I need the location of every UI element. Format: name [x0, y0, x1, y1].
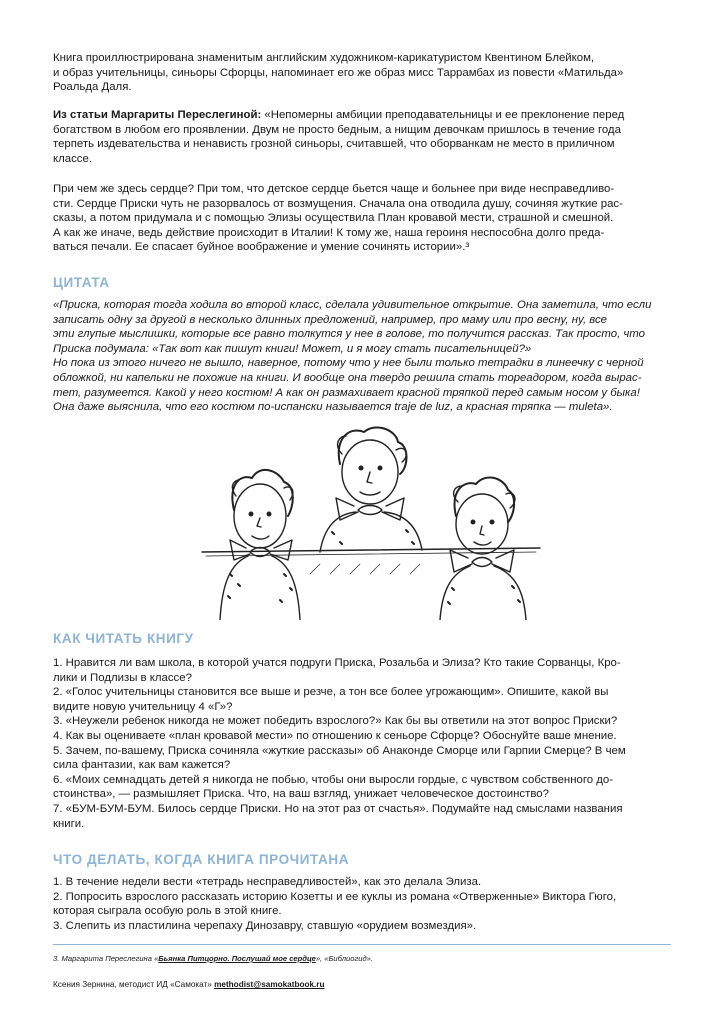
text-line: классе.: [53, 152, 92, 165]
quote-line: обложкой, ни капельки не похожие на книги. И вообще она твердо решила стать тореадором, когда вырас-: [53, 371, 642, 384]
list-item: стоинства», — размышляет Приска. Что, на ваш взгляд, унижает человеческое достоинство?: [53, 788, 549, 801]
text-line: [53, 108, 683, 123]
left-girl-figure: [220, 470, 300, 620]
article-first-line: «Непомерны амбиции преподавательницы и ее преклонение перед: [261, 109, 625, 121]
tasks-list: [53, 875, 683, 933]
list-item: 2. Попросить взрослого рассказать историю Козетты и ее куклы из романа «Отверженные» Виктора Гюго,: [53, 890, 617, 903]
intro-paragraph: [53, 51, 683, 95]
credit-text: Ксения Зернина, методист ИД «Самокат»: [53, 980, 212, 989]
article-lead: Из статьи Маргариты Переслегиной:: [53, 109, 262, 121]
quote-line: Она даже выяснила, что его костюм по-испански называется traje de luz, а красная тряпка — muleta».: [53, 401, 613, 414]
list-item: 7. «БУМ-БУМ-БУМ. Билось сердце Приски. Но на этот раз от счастья». Подумайте над смыслами названия: [53, 802, 623, 815]
footnote-divider: [53, 944, 671, 945]
quote-line: эти глупые мыслишки, которые все равно толкутся у нее в голове, то получится рассказ. Так просто, что: [53, 328, 645, 341]
text-line: Книга проиллюстрирована знаменитым английским художником-карикатуристом Квентином Блейком,: [53, 52, 595, 64]
heart-paragraph: [53, 182, 683, 255]
quote-line: «Приска, которая тогда ходила во второй класс, сделала удивительное открытие. Она заметила, что если: [53, 299, 652, 311]
article-quote-paragraph: [53, 108, 683, 166]
text-line: сти. Сердце Приски чуть не разорвалось от возмущения. Сначала она отводила душу, сочиняя жуткие рас-: [53, 197, 623, 210]
quote-line: тет, разумеется. Какой у него костюм! А как он размахивает красной тряпкой перед самым носом у быка!: [53, 386, 640, 399]
author-credit: [53, 980, 324, 989]
text-line: богатством в любом его проявлении. Двум не просто бедным, а нищим девочкам пришлось в течение года: [53, 123, 621, 136]
list-item: 1. В течение недели вести «тетрадь несправедливостей», как это делала Элиза.: [53, 876, 482, 888]
quote-block: [53, 298, 683, 415]
footnote: [53, 954, 373, 963]
middle-girl-figure: [320, 427, 422, 552]
list-item: лики и Подлизы в классе?: [53, 671, 192, 684]
text-line: При чем же здесь сердце? При том, что детское сердце бьется чаще и больнее при виде несправедливо-: [53, 183, 615, 195]
quote-section-title: ЦИТАТА: [53, 275, 110, 290]
list-item: которая сыграла особую роль в этой книге.: [53, 905, 282, 918]
quote-line: Но пока из этого ничего не вышло, наверное, потому что у нее были только тетрадки в линеечку с черной: [53, 357, 644, 370]
quote-line: записать одну за другой в несколько длинных предложений, например, про маму или про весну, ну, все: [53, 313, 608, 326]
text-line: и образ учительницы, синьоры Сфорцы, напоминает его же образ мисс Таррамбах из повести «Матильда»: [53, 66, 624, 79]
three-girls-illustration: [200, 424, 552, 620]
text-line: ваться печали. Ее спасает буйное воображение и умение сочинять истории».³: [53, 241, 470, 254]
text-line: Роальда Даля.: [53, 81, 132, 94]
list-item: 3. Слепить из пластилина черепаху Динозавру, ставшую «орудием возмездия».: [53, 919, 477, 932]
list-item: 1. Нравится ли вам школа, в которой учатся подруги Приска, Розальба и Элиза? Кто такие Сорванцы, Кро-: [53, 657, 621, 669]
footnote-suffix: », «Библиогид».: [315, 954, 373, 963]
list-item: сила фантазии, как вам кажется?: [53, 759, 231, 772]
text-line: терпеть издевательства и ненависть грозной синьоры, считавшей, что оборванкам не место в приличном: [53, 138, 615, 151]
questions-list: [53, 656, 683, 831]
footnote-prefix: 3. Маргарита Переслегина «: [53, 954, 159, 963]
list-item: видите новую учительницу 4 «Г»?: [53, 700, 233, 713]
after-reading-title: ЧТО ДЕЛАТЬ, КОГДА КНИГА ПРОЧИТАНА: [53, 852, 350, 867]
list-item: 2. «Голос учительницы становится все выше и резче, а тон все более угрожающим». Опишите, какой вы: [53, 686, 609, 699]
text-line: А как же иначе, ведь действие происходит в Италии! К тому же, наша героиня неспособна долго преда-: [53, 226, 605, 239]
quote-line: Приска подумала: «Так вот как пишут книги! Может, и я могу стать писательницей?»: [53, 342, 532, 355]
list-item: 3. «Неужели ребенок никогда не может победить взрослого?» Как бы вы ответили на этот вопрос Приски?: [53, 715, 618, 728]
email-link[interactable]: methodist@samokatbook.ru: [214, 980, 325, 989]
list-item: книги.: [53, 817, 85, 830]
list-item: 4. Как вы оцениваете «план кровавой мести» по отношению к сеньоре Сфорце? Обоснуйте ваше мнение.: [53, 729, 617, 742]
list-item: 6. «Моих семнадцать детей я никогда не побью, чтобы они выросли гордые, с чувством собственного до-: [53, 773, 614, 786]
how-to-read-title: КАК ЧИТАТЬ КНИГУ: [53, 631, 194, 646]
text-line: сказы, а потом придумала и с помощью Элизы осуществила План кровавой мести, страшной и смешной.: [53, 212, 614, 225]
footnote-source-link[interactable]: Бьянка Питцорно. Послушай мое сердце: [158, 954, 316, 963]
list-item: 5. Зачем, по-вашему, Приска сочиняла «жуткие рассказы» об Анаконде Сморце или Гарпии Смерце? В чем: [53, 744, 626, 757]
